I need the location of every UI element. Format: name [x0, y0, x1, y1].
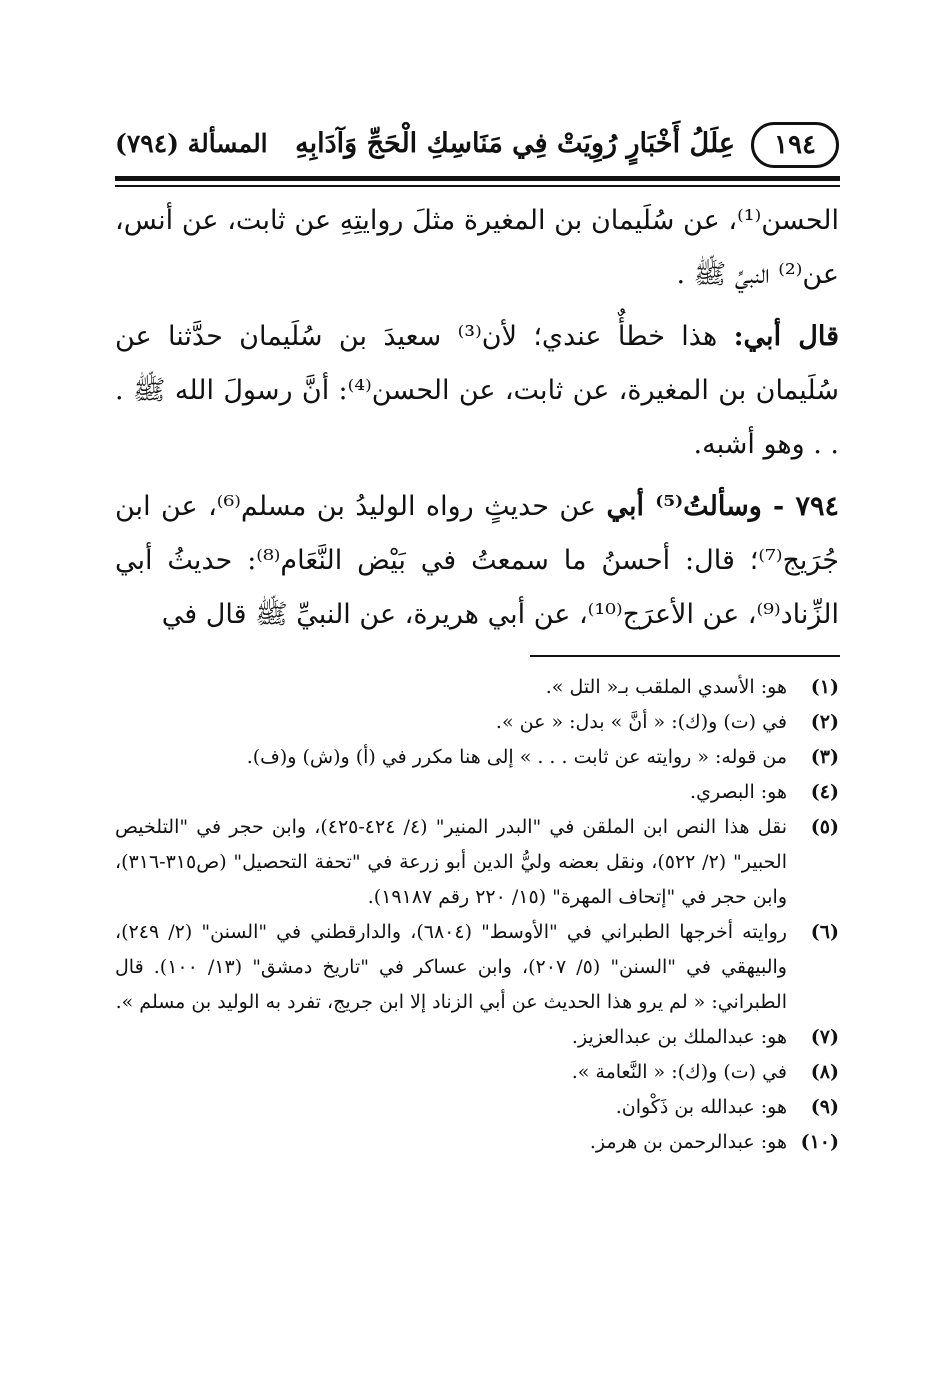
footnote-separator — [530, 655, 840, 657]
footnote-text: في (ت) و(ك): « أنَّ » بدل: « عن ». — [495, 711, 787, 733]
footnote-item — [115, 810, 839, 915]
footnote-item — [115, 1020, 839, 1055]
footnote-number: (٤) — [810, 781, 839, 803]
footnote-number: (١) — [810, 676, 839, 698]
main-text — [115, 194, 839, 642]
footnote-number: (٣) — [810, 746, 839, 768]
footnote-text: هو: عبدالملك بن عبدالعزيز. — [571, 1026, 787, 1048]
footnote-number: (٩) — [810, 1096, 839, 1118]
footnote-number: (٦) — [810, 921, 839, 943]
footnote-item — [115, 705, 839, 740]
paragraph-2 — [115, 310, 839, 472]
footnote-text: في (ت) و(ك): « النَّعامة ». — [571, 1061, 787, 1083]
footnote-number: (٥) — [810, 816, 839, 838]
header-rule-thick — [115, 176, 840, 181]
footnote-number: (٧) — [810, 1026, 839, 1048]
page-header — [115, 118, 839, 170]
issue-heading: ٧٩٤ - وسألتُ⁽⁵⁾ أبي — [606, 491, 840, 522]
footnote-text: هو: عبدالرحمن بن هرمز. — [589, 1131, 787, 1153]
paragraph-3-text: عن حديثٍ رواه الوليدُ بن مسلم⁽⁶⁾، عن ابن جُرَيج⁽⁷⁾؛ قال: أحسنُ ما سمعتُ في بَيْض النَّعَام⁽⁸⁾: حديثُ أبي الزِّناد⁽⁹⁾، عن الأعرَج⁽¹⁰⁾، عن أبي هريرة، عن النبيِّ ﷺ قال في — [115, 491, 839, 630]
footnote-text: هو: عبدالله بن ذَكْوان. — [615, 1096, 787, 1118]
footnote-text: هو: البصري. — [690, 781, 787, 803]
page-number-badge: ١٩٤ — [751, 122, 839, 168]
paragraph-1: الحسن⁽¹⁾، عن سُلَيمان بن المغيرة مثلَ روايتِهِ عن ثابت، عن أنس، عن⁽²⁾ النبيِّ ﷺ . — [115, 205, 839, 290]
footnote-number: (٨) — [810, 1061, 839, 1083]
footnotes — [115, 670, 839, 1160]
running-title: عِلَلُ أَخْبَارٍ رُوِيَتْ فِي مَنَاسِكِ الْحَجِّ وَآدَابِهِ — [295, 128, 735, 159]
footnote-item — [115, 1055, 839, 1090]
footnote-item — [115, 740, 839, 775]
footnote-item — [115, 775, 839, 810]
footnote-text: نقل هذا النص ابن الملقن في "البدر المنير" (٤/ ٤٢٤-٤٢٥)، وابن حجر في "التلخيص الحبير" (٢/ ٥٢٢)، ونقل بعضه وليُّ الدين أبو زرعة في "تحفة التحصيل" (ص٣١٥-٣١٦)، وابن حجر في "إتحاف المهرة" (١٥/ ٢٢٠ رقم ١٩١٨٧). — [115, 816, 787, 908]
footnote-item — [115, 915, 839, 1020]
footnote-text: من قوله: « روايته عن ثابت . . . » إلى هنا مكرر في (أ) و(ش) و(ف). — [246, 746, 787, 768]
footnote-item — [115, 670, 839, 705]
paragraph-3 — [115, 480, 839, 642]
footnote-number: (٢) — [810, 711, 839, 733]
issue-number-label: المسألة (٧٩٤) — [115, 129, 268, 158]
paragraph-2-lead: قال أبي: — [733, 321, 840, 352]
footnote-text: هو: الأسدي الملقب بـ« التل ». — [545, 676, 787, 698]
footnote-item — [115, 1090, 839, 1125]
footnote-number: (١٠) — [800, 1131, 839, 1153]
footnote-text: روايته أخرجها الطبراني في "الأوسط" (٦٨٠٤)، والدارقطني في "السنن" (٢/ ٢٤٩)، والبيهقي في "السنن" (٥/ ٢٠٧)، وابن عساكر في "تاريخ دمشق" (١٣/ ١٠٠). قال الطبراني: « لم يرو هذا الحديث عن أبي الزناد إلا ابن جريج، تفرد به الوليد بن مسلم ». — [115, 921, 787, 1013]
paragraph-2-text: هذا خطأٌ عندي؛ لأن⁽³⁾ سعيدَ بن سُلَيمان حدَّثنا عن سُلَيمان بن المغيرة، عن ثابت، عن الحسن⁽⁴⁾: أنَّ رسولَ الله ﷺ . . . وهو أشبه. — [115, 321, 839, 460]
footnote-item — [115, 1125, 839, 1160]
header-rule-thin — [115, 185, 840, 187]
